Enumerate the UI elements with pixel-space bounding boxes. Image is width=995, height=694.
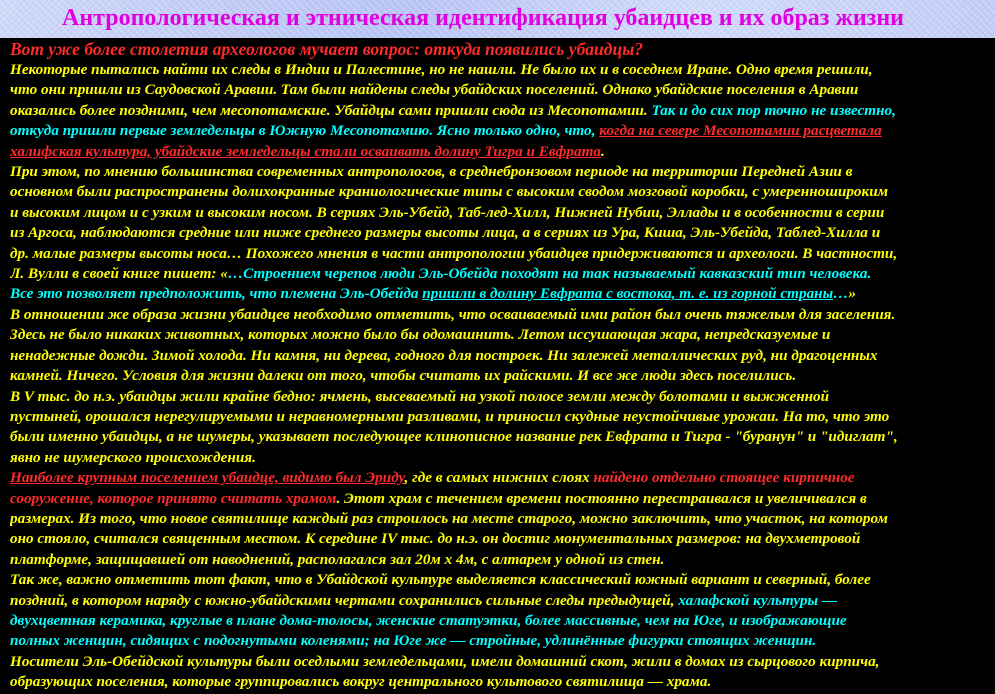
text-line: явно не шумерского происхождения. (10, 448, 256, 466)
text-line: поздний, в котором наряду с южно-убайдскими чертами сохранились сильные следы предыдущей, (10, 591, 679, 609)
link-east-origin[interactable]: пришли в долину Евфрата с востока, т. е. из горной страны (422, 285, 834, 303)
highlight-red: найдено отдельно стоящее кирпичное (593, 469, 855, 487)
text-line: В отношении же образа жизни убаидцев необходимо отметить, что осваиваемый ими район был очень тяжелым для заселения. (10, 305, 896, 323)
paragraph-lifestyle (10, 305, 995, 387)
text-line: основном были распространены долихокранные краниологические типы с высоким сводом мозговой коробки, с умереннoшироким (10, 183, 889, 201)
link-khalif-culture[interactable]: когда на севере Месопотамии расцветала (599, 122, 882, 140)
quote-ellipsis: … (833, 285, 849, 303)
text-line: В V тыс. до н.э. убаидцы жили крайне бедно: ячмень, высеваемый на узкой полосе земли между болотами и выжженной (10, 387, 830, 405)
text-line: Носители Эль-Обейдской культуры были оседлыми земледельцами, имели домашний скот, жили в домах из сырцового кирпича, (10, 652, 880, 670)
text-line: образующих поселения, которые группировались вокруг центрального культового святилища — храма. (10, 673, 712, 691)
text-line: Так же, важно отметить тот факт, что в Убайдской культуре выделяется классический южный вариант и северный, более (10, 571, 871, 589)
highlight-cyan: халафской культуры — (678, 591, 838, 609)
text-line: были именно убаидцы, а не шумеры, указывает последующее клинописное название рек Евфрата и Тигра - "буранун" и "идиглат", (10, 428, 898, 446)
paragraph-variants (10, 570, 995, 652)
text-line: что они пришли из Саудовской Аравии. Там были найдены следы убайдских поселений. Однако убайдские поселения в Аравии (10, 81, 859, 99)
text-line: др. малые размеры высоты носа… Похожего мнения в части антропологии убаидцев придерживаются и археологи. В частности, (10, 244, 898, 262)
text-line: из Аргоса, наблюдаются средние или ниже среднего размеры высоты лица, а в сериях из Ура, Киша, Эль-Убейда, Таблед-Хилла и (10, 224, 881, 242)
page-title: Антропологическая и этническая идентификация убаидцев и их образ жизни (62, 5, 904, 31)
paragraph-eridu (10, 468, 995, 570)
highlight-cyan: полных женщин, сидящих с подогнутыми коленями; на Юге же — стройные, удлинённые фигурки стоящих женщин. (10, 632, 817, 650)
text-line: камней. Ничего. Условия для жизни далеки от того, чтобы считать их райскими. И все же люди здесь поселились. (10, 367, 797, 385)
paragraph-settlement (10, 652, 995, 693)
highlight-red: сооружение, которое принято считать храмом (10, 489, 337, 507)
quote-close: » (848, 285, 856, 303)
text-line: . Этот храм с течением времени постоянно перестраивался и увеличивался в (336, 489, 867, 507)
text-line: пустыней, орошался нерегулируемыми и неравномерными разливами, и приносил скудные неустойчивые урожаи. На то, что это (10, 407, 890, 425)
highlight-cyan: откуда пришли первые земледельцы в Южную Месопотамию. Ясно только одно, что, (10, 122, 600, 140)
text-line: ненадежные дожди. Зимой холода. Ни камня, ни дерева, годного для построек. Ни залежей металлических руд, ни драгоценных (10, 346, 878, 364)
text-line: Л. Вулли в своей книге пишет: « (10, 265, 228, 283)
article-body (10, 38, 995, 693)
text-line: При этом, по мнению большинства современных антропологов, в среднебронзовом периоде на территории Передней Азии в (10, 163, 853, 181)
highlight-cyan: двухцветная керамика, круглые в плане дома-толосы, женские статуэтки, более массивные, чем на Юге, и изображающие (10, 611, 847, 629)
link-eridu[interactable]: Наиболее крупным поселением убаидце, видимо был Эриду (10, 469, 405, 487)
text-line: оно стояло, считался священным местом. К середине IV тыс. до н.э. он достиг монументальных размеров: на двухметровой (10, 530, 861, 548)
text-line: размерах. Из того, что новое святилище каждый раз строилось на месте старого, можно заключить, что участок, на котором (10, 509, 888, 527)
text-line: . (600, 142, 605, 160)
text-line: , где в самых нижних слоях (404, 469, 594, 487)
link-khalif-culture-cont[interactable]: халифская культура, убайдские земледельцы стали осваивать долину Тигра и Евфрата (10, 142, 601, 160)
text-line: Здесь не было никаких животных, которых можно было бы одомашнить. Летом иссушающая жара, непредсказуемые и (10, 326, 831, 344)
quote-woolley-cont: Все это позволяет предположить, что племена Эль-Обейда (10, 285, 423, 303)
paragraph-origins (10, 60, 995, 162)
paragraph-anthropology (10, 162, 995, 305)
text-line: Некоторые пытались найти их следы в Индии и Палестине, но не нашли. Не было их и в соседнем Иране. Одно время решили, (10, 61, 873, 78)
text-line: платформе, защищавшей от наводнений, располагался зал 20м х 4м, с алтарем у одной из стен. (10, 550, 665, 568)
article-heading: Вот уже более столетия археологов мучает вопрос: откуда появились убаидцы? (10, 39, 644, 59)
title-banner (0, 0, 995, 38)
paragraph-poverty (10, 387, 995, 469)
text-line: и высоким лицом и с узким и высоким носом. В сериях Эль-Убейд, Таб-лед-Хилл, Нижней Нубии, Эллады и в особенности в серии (10, 203, 885, 221)
quote-woolley: …Строением черепов люди Эль-Обейда походят на так называемый кавказский тип человека. (227, 265, 872, 283)
text-line: оказались более поздними, чем месопотамские. Убайдцы сами пришли сюда из Месопотамии. (10, 101, 648, 119)
highlight-cyan: Так и до сих пор точно не известно, (647, 101, 896, 119)
